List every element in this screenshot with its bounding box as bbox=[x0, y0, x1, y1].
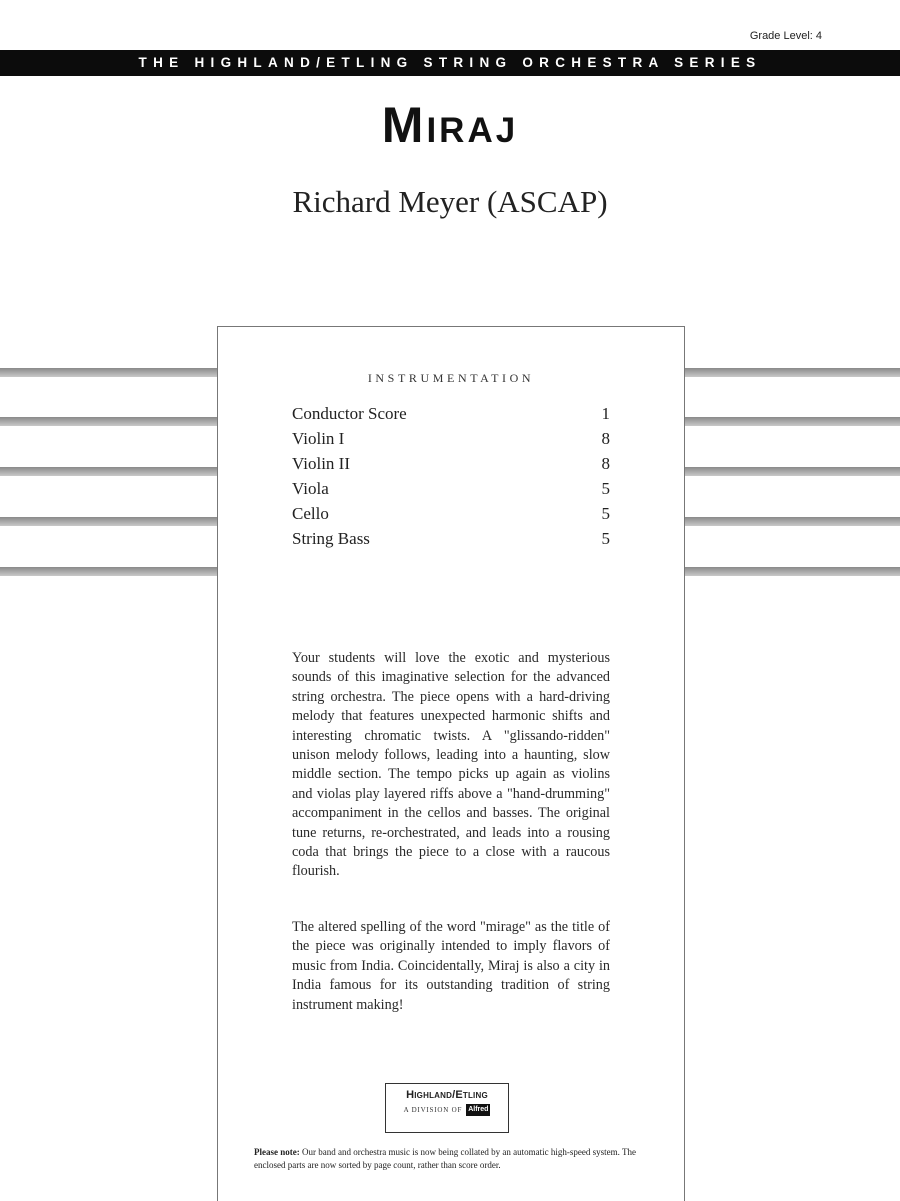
staff-line bbox=[683, 417, 900, 426]
composer-credit: Richard Meyer (ASCAP) bbox=[292, 184, 608, 219]
staff-line bbox=[0, 517, 218, 526]
staff-line bbox=[0, 567, 218, 576]
note-text: Our band and orchestra music is now being collated by an automatic high-speed system. The enclosed parts are now sorted by page count, rather than score order. bbox=[254, 1147, 636, 1170]
instrument-name: Conductor Score bbox=[292, 404, 407, 423]
staff-line bbox=[0, 467, 218, 476]
alfred-logo-icon: Alfred bbox=[466, 1104, 490, 1116]
instrumentation-row bbox=[292, 426, 610, 451]
collation-note bbox=[254, 1146, 652, 1172]
instrument-count: 8 bbox=[601, 429, 610, 448]
description-paragraph: Your students will love the exotic and mysterious sounds of this imaginative selection for the advanced string orchestra. The piece opens with a hard-driving melody that features unexpected harmonic shifts and interesting chromatic twists. A "glissando-ridden" unison melody follows, leading into a haunting, slow middle section. The tempo picks up again as violins and violas play layered riffs above a "hand-drumming" accompaniment in the cellos and basses. The original tune returns, re-orchestrated, and leads into a rousing coda that brings the piece to a close with a raucous flourish. bbox=[292, 650, 610, 880]
publisher-name: Highland/Etling bbox=[406, 1089, 488, 1101]
instrument-count: 8 bbox=[601, 454, 610, 473]
instrumentation-row bbox=[292, 526, 610, 551]
piece-title: Miraj bbox=[381, 97, 519, 153]
instrument-count: 1 bbox=[601, 404, 610, 423]
instrumentation-row bbox=[292, 451, 610, 476]
instrument-name: Violin I bbox=[292, 429, 345, 448]
instrument-count: 5 bbox=[601, 529, 610, 548]
instrument-name: Violin II bbox=[292, 454, 350, 473]
instrumentation-row bbox=[292, 501, 610, 526]
instrumentation-row bbox=[292, 401, 610, 426]
instrument-count: 5 bbox=[601, 479, 610, 498]
staff-line bbox=[0, 368, 218, 377]
instrument-name: Viola bbox=[292, 479, 329, 498]
instrumentation-heading: INSTRUMENTATION bbox=[367, 371, 535, 385]
instrument-count: 5 bbox=[601, 504, 610, 523]
publisher-division bbox=[386, 1104, 508, 1116]
division-text: A DIVISION OF bbox=[403, 1106, 463, 1114]
publisher-logo bbox=[385, 1083, 509, 1133]
instrumentation-row bbox=[292, 476, 610, 501]
series-banner: THE HIGHLAND/ETLING STRING ORCHESTRA SERIES bbox=[0, 50, 900, 76]
staff-line bbox=[683, 517, 900, 526]
instrument-name: Cello bbox=[292, 504, 329, 523]
description-paragraph: The altered spelling of the word "mirage" as the title of the piece was originally intended to imply flavors of music from India. Coincidentally, Miraj is also a city in India famous for its outstanding tradition of string instrument making! bbox=[292, 919, 610, 1013]
staff-line bbox=[683, 467, 900, 476]
grade-level: Grade Level: 4 bbox=[749, 30, 822, 42]
staff-line bbox=[683, 368, 900, 377]
info-panel bbox=[217, 326, 685, 1201]
instrument-name: String Bass bbox=[292, 529, 370, 548]
note-label: Please note: bbox=[254, 1147, 300, 1157]
staff-line bbox=[0, 417, 218, 426]
instrumentation-list bbox=[292, 401, 610, 551]
staff-line bbox=[683, 567, 900, 576]
